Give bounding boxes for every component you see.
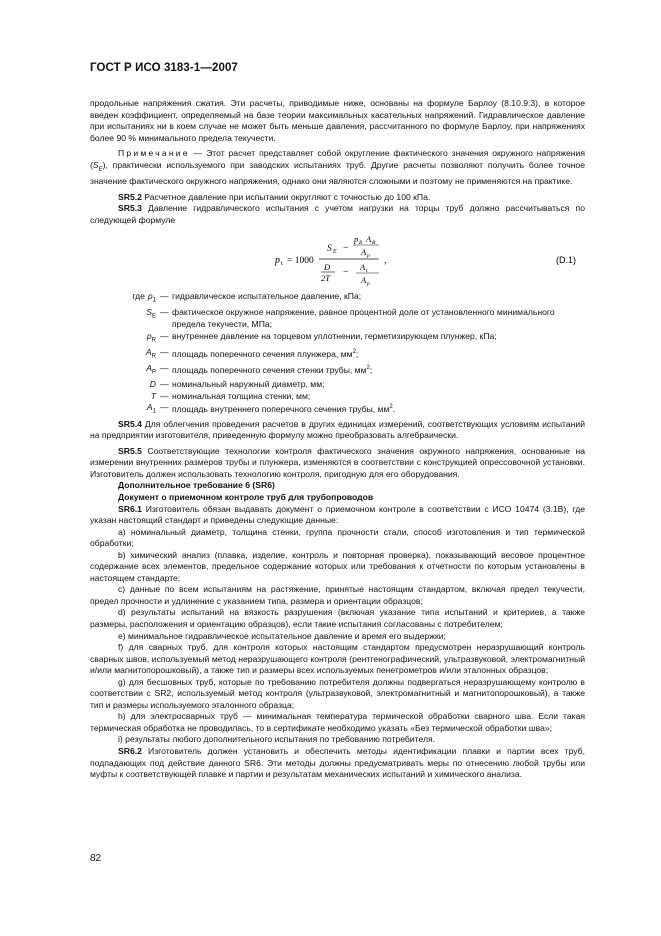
definition-text: [172, 347, 585, 363]
definition-text-main: номинальная толщина стенки, мм;: [172, 390, 311, 401]
definition-item: [90, 363, 585, 379]
sr5-4-code: SR5.4: [118, 418, 142, 429]
definition-symbol: [90, 402, 160, 418]
page-number: 82: [90, 853, 102, 864]
sr5-3-paragraph: [90, 203, 585, 226]
note-symbol-sub: E: [98, 166, 103, 173]
definition-item: [90, 291, 585, 307]
definition-dash: —: [160, 330, 169, 341]
definition-symbol-sub: E: [151, 314, 156, 321]
sr5-4-paragraph: [90, 419, 585, 442]
definition-text: [172, 402, 585, 418]
sr6-2-text: Изготовитель должен установить и обеспечить методы идентификации плавки и партии всех труб, подпадающих под действие данного SR6. Эти методы должны предусматривать меры по отнесению любой трубы или муфты к соответствующей плавке и партии и результатам механических испытаний и химического анализа.: [90, 746, 585, 780]
formula-ap2: A: [361, 275, 367, 286]
definition-dash: —: [160, 363, 169, 374]
formula-d: D: [324, 262, 331, 273]
definition-unit-sup: 2: [389, 404, 393, 411]
definition-text: [172, 307, 585, 330]
definition-item: [90, 379, 585, 391]
definition-symbol-letter: T: [150, 390, 156, 401]
sr5-5-text: Соответствующие технологии контроля фактического значения окружного напряжения, основанные на измерении внутренних размеров трубы и плунжера, изменяются в соответствии с конструкцией опрессовочной установки. Изготовитель должен использовать технологию контроля, пригодную для его оборудования.: [90, 445, 585, 479]
definition-text-main: площадь внутреннего поперечного сечения трубы, мм: [172, 404, 390, 415]
definition-tail: ;: [369, 364, 373, 375]
list-item: e) минимальное гидравлическое испытательное давление и время его выдержки;: [118, 630, 446, 641]
definition-symbol: [90, 307, 160, 330]
list-item: i) результаты любого дополнительного испытания по требованию потребителя.: [118, 734, 436, 745]
list-item: a) номинальный диаметр, толщина стенки, группа прочности стали, способ изготовления и тип термической обработки;: [90, 526, 585, 549]
definition-text-main: фактическое окружное напряжение, равное процентной доле от установленного минимального предела текучести, МПа;: [172, 307, 555, 329]
definition-unit-sup: 2: [366, 365, 370, 372]
definition-symbol-sub: 1: [152, 297, 156, 304]
formula-ar-sub: R: [372, 240, 376, 247]
paragraph-barlow: продольные напряжения сжатия. Эти расчеты, приводимые ниже, основаны на формуле Барлоу (8.10.9.3), в которое введен коэффициент, определяемый на базе теории максимальных касательных напряжений. Гидравлическое давление при испытаниях ни в коем случае не может быть меньше давления, рассчитанного по формуле Барлоу, при напряжениях более 90 % минимального предела текучести.: [90, 98, 585, 143]
formula-comma: ,: [384, 256, 387, 267]
list-item: d) результаты испытаний на вязкость разрушения (включая указание типа испытаний и критериев, а также размеры, расположения и ориентацию образцов), если такие испытания согласованы с потребителем;: [90, 607, 585, 629]
sr6-heading: Дополнительное требование 6 (SR6): [118, 480, 275, 491]
definition-symbol-letter: A: [146, 402, 153, 413]
definition-text-main: гидравлическое испытательное давление, кПа;: [172, 291, 362, 302]
definition-text: [172, 363, 585, 379]
note-text-a: — Этот расчет представляет собой округление фактического значения окружного напряжения (: [90, 148, 585, 170]
formula-ap: A: [361, 247, 367, 258]
definition-dash: —: [160, 390, 169, 401]
definition-symbol-sub: P: [151, 369, 156, 376]
definition-item: [90, 391, 585, 403]
sr5-5-paragraph: [90, 446, 585, 481]
sr6-2-code: SR6.2: [118, 746, 142, 757]
sr5-2-code: SR5.2: [118, 191, 142, 202]
sr5-2-paragraph: [90, 192, 585, 204]
formula-minus-bottom: −: [343, 268, 349, 279]
formula-se: S: [327, 244, 332, 255]
formula-lhs: p: [275, 255, 280, 267]
formula-pr: p: [354, 234, 359, 245]
formula-ap-sub: p: [367, 253, 370, 260]
note-symbol: S: [92, 159, 99, 170]
formula-eq: = 1000: [287, 256, 314, 267]
definition-unit-sup: 2: [352, 348, 356, 355]
definition-tail: .: [392, 404, 396, 415]
sr6-1-code: SR6.1: [118, 503, 142, 514]
sr5-3-text: Давление гидравлического испытания с учетом нагрузки на торцы труб должно рассчитываться по следующей формуле: [90, 203, 585, 225]
definition-text: [172, 379, 585, 391]
note-label: Примечание: [118, 148, 190, 159]
note-text-b: ), практически используемого при заводских испытаниях труб. Другие расчеты позволяют получить более точное значение фактического окружного напряжения, однако они являются сложными и поэтому не применяются на практике.: [90, 159, 585, 186]
definitions-list: [90, 291, 585, 419]
definition-text: [172, 391, 585, 403]
definition-symbol: [90, 379, 160, 391]
definition-item: [90, 347, 585, 363]
definition-symbol: [90, 291, 160, 307]
definition-symbol-sub: 1: [152, 409, 156, 416]
definition-tail: ;: [355, 348, 359, 359]
sr5-2-text: Расчетное давление при испытании округляют с точностью до 100 кПа.: [141, 191, 431, 202]
sr6-1-paragraph: [90, 504, 585, 527]
definition-symbol: [90, 391, 160, 403]
page-body: [90, 98, 585, 781]
definition-text-main: площадь поперечного сечения стенки трубы, мм: [172, 364, 367, 375]
formula-d1: [90, 228, 585, 288]
formula-graphic: [90, 228, 585, 288]
list-item: h) для электросварных труб — минимальная температура термической обработки сварного шва. Если такая термическая обработка не проводилась, то в сертификате необходимо указать «Без термической обработки шва»;: [90, 711, 585, 733]
definition-item: [90, 331, 585, 347]
definition-text: [172, 331, 585, 347]
formula-pr-sub: R: [359, 240, 363, 247]
sr6-1-items: [90, 527, 585, 746]
definition-where: где: [132, 291, 145, 302]
formula-se-sub: E: [333, 249, 337, 256]
definition-symbol-letter: A: [146, 363, 152, 374]
definition-text-main: площадь поперечного сечения плунжера, мм: [172, 348, 353, 359]
definition-symbol: [90, 331, 160, 347]
definition-text-main: внутреннее давление на торцевом уплотнении, герметизирующем плунжер, кПа;: [172, 330, 497, 341]
definition-symbol: [90, 363, 160, 379]
formula-lhs-sub: t: [281, 260, 283, 268]
definition-symbol: [90, 347, 160, 363]
definition-symbol-letter: D: [149, 379, 156, 390]
formula-2t: 2T: [321, 273, 330, 284]
sr5-5-code: SR5.5: [118, 445, 142, 456]
formula-ar: A: [366, 234, 372, 245]
definition-item: [90, 307, 585, 330]
sr5-3-code: SR5.3: [118, 203, 142, 214]
definition-dash: —: [160, 402, 169, 413]
definition-dash: —: [160, 346, 169, 357]
definition-symbol-letter: p: [147, 291, 153, 302]
definition-symbol-sub: R: [151, 353, 156, 360]
formula-ai: A: [360, 262, 366, 273]
list-item: b) химический анализ (плавка, изделие, контроль и повторная проверка), показывающий весовое процентное содержание всех элементов, предельное содержание которых или требования к отчетности по которым установлены в настоящем стандарте;: [90, 549, 585, 583]
list-item: g) для бесшовных труб, которые по требованию потребителя должны подвергаться неразрушающему контролю в соответствии с SR2, используемый метод контроля (ультразвуковой, электромагнитный и магнитопорошковый), а также тип и размеры используемого эталонного образца;: [90, 676, 585, 710]
formula-minus-top: −: [343, 244, 349, 255]
definition-symbol-letter: p: [146, 330, 152, 341]
list-item: c) данные по всем испытаниям на растяжение, принятые настоящим стандартом, включая предел текучести, предел прочности и удлинение с указанием типа, размера и ориентации образцов;: [90, 584, 585, 606]
definition-dash: —: [160, 307, 169, 318]
definition-dash: —: [160, 379, 169, 390]
list-item: f) для сварных труб, для контроля которых настоящим стандартом предусмотрен неразрушающий контроль сварных швов, используемый метод неразрушающего контроля (рентгенографический, ультразвуковой, электромагнитный и/или магнитопорошковый), а также тип и размеры всех используемых пенетрометров и/или эталонных образцов;: [90, 642, 585, 676]
page-header: ГОСТ Р ИСО 3183-1—2007: [90, 62, 238, 74]
definition-text-main: номинальный наружный диаметр, мм;: [172, 379, 325, 390]
definition-text: [172, 291, 585, 307]
formula-number: (D.1): [556, 255, 576, 266]
sr5-4-text: Для облегчения проведения расчетов в других единицах измерений, соответствующих условиям испытаний на предприятии изготовителя, приведенную формулу можно преобразовать алгебраически.: [90, 418, 585, 441]
definition-symbol-letter: S: [146, 307, 152, 318]
sr6-subheading: Документ о приемочном контроле труб для трубопроводов: [118, 491, 374, 502]
formula-ai-sub: i: [366, 268, 368, 275]
definition-symbol-sub: R: [151, 337, 156, 344]
note-paragraph: [90, 148, 585, 187]
definition-symbol-letter: A: [145, 346, 152, 357]
sr6-1-text: Изготовитель обязан выдавать документ о приемочном контроле в соответствии с ИСО 10474 (3.1B), где указан настоящий стандарт и приведены следующие данные:: [90, 503, 585, 526]
definition-dash: —: [160, 291, 169, 302]
definition-item: [90, 402, 585, 418]
formula-ap2-sub: p: [367, 281, 370, 288]
sr6-2-paragraph: [90, 746, 585, 781]
